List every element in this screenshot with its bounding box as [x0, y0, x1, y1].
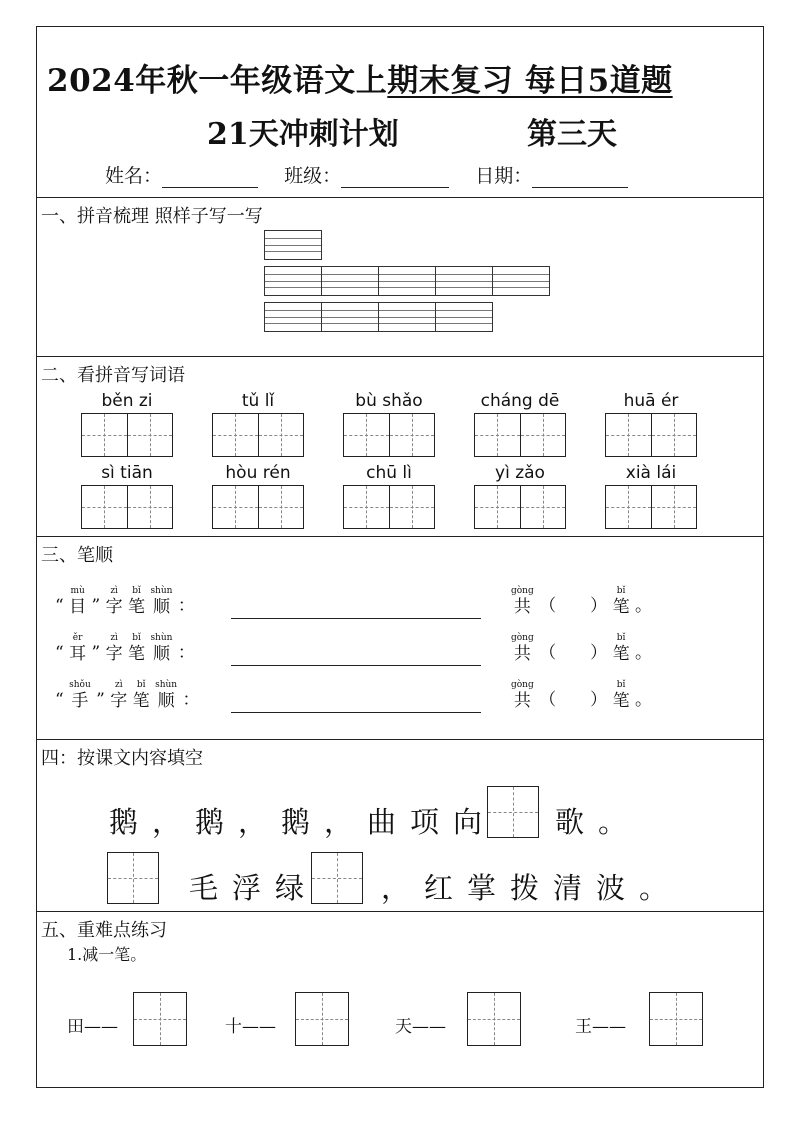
word-boxes[interactable]: [605, 485, 697, 529]
bi-char: bǐ 笔: [612, 633, 630, 664]
word-pinyin: huā ér: [623, 391, 679, 411]
shun-char: shùn 顺: [150, 633, 173, 664]
section-title: 四：按课文内容填空: [41, 748, 203, 769]
word-pinyin: cháng dē: [480, 391, 560, 411]
stroke-count: [511, 587, 652, 616]
answer-box[interactable]: [467, 992, 521, 1046]
name-field[interactable]: [162, 169, 258, 188]
bi-char: bǐ 笔: [132, 680, 150, 711]
word-boxes[interactable]: [343, 485, 435, 529]
word-boxes[interactable]: [212, 485, 304, 529]
section-title: 一、拼音梳理 照样子写一写: [41, 206, 263, 227]
period: 。: [634, 643, 652, 663]
worksheet-title: [47, 55, 673, 100]
word-item: [474, 463, 566, 529]
bi-char: bǐ 笔: [128, 586, 146, 617]
word-pinyin: xià lái: [625, 463, 677, 483]
word-pinyin: chū lì: [366, 463, 412, 483]
paren-open: （: [539, 690, 557, 710]
pinyin-words-section: [37, 357, 763, 537]
word-boxes[interactable]: [343, 413, 435, 457]
pinyin-writing-line[interactable]: [492, 266, 550, 296]
word-item: [81, 463, 173, 529]
plan-title: 21天冲刺计划: [207, 117, 399, 152]
poem-line-2-end: ，红掌拨清波。: [381, 871, 683, 905]
poem-blank-box[interactable]: [487, 786, 539, 838]
word-item: [212, 391, 304, 457]
quote-open: “: [55, 643, 64, 663]
word-item: [605, 463, 697, 529]
pinyin-writing-line[interactable]: [321, 266, 379, 296]
target-char: mù 目: [69, 586, 87, 617]
word-item: [212, 463, 304, 529]
quote-open: “: [55, 690, 64, 710]
stroke-row: [55, 587, 195, 616]
subtract-stroke-item: 王——: [575, 1017, 626, 1037]
subtract-stroke-item: 十——: [225, 1017, 276, 1037]
word-item: [605, 391, 697, 457]
shun-char: shùn 顺: [150, 586, 173, 617]
stroke-count: [511, 634, 652, 663]
class-label: 班级：: [284, 165, 342, 187]
word-boxes[interactable]: [81, 413, 173, 457]
bi-char: bǐ 笔: [612, 586, 630, 617]
stroke-order-section: [37, 537, 763, 740]
bi-char: bǐ 笔: [612, 680, 630, 711]
worksheet: [36, 26, 764, 1088]
poem-line-1-start: 鹅，鹅，鹅，曲项向: [109, 805, 497, 839]
pinyin-writing-line[interactable]: [264, 266, 322, 296]
colon: ：: [177, 596, 195, 616]
section-title: 二、看拼音写词语: [41, 365, 185, 386]
poem-line-1-end: 歌。: [555, 805, 642, 839]
subtract-stroke-item: 田——: [67, 1017, 118, 1037]
gong-char: gòng 共: [511, 633, 534, 664]
pinyin-section: [37, 198, 763, 357]
answer-box[interactable]: [133, 992, 187, 1046]
pinyin-writing-line[interactable]: [321, 302, 379, 332]
quote-close: ”: [96, 690, 105, 710]
stroke-row: [55, 634, 195, 663]
word-pinyin: bù shǎo: [355, 391, 423, 411]
date-field[interactable]: [532, 169, 628, 188]
name-label: 姓名：: [105, 165, 163, 187]
period: 。: [634, 596, 652, 616]
paren-close: ）: [590, 596, 608, 616]
pinyin-writing-line[interactable]: [378, 302, 436, 332]
period: 。: [634, 690, 652, 710]
paren-open: （: [539, 596, 557, 616]
zi-char: zì 字: [105, 586, 123, 617]
pinyin-writing-line[interactable]: [435, 302, 493, 332]
poem-blank-box[interactable]: [311, 852, 363, 904]
word-item: [343, 391, 435, 457]
word-pinyin: tǔ lǐ: [241, 391, 275, 411]
title-underlined: 期末复习 每日5道题: [387, 63, 673, 99]
day-title: 第三天: [527, 117, 617, 152]
word-boxes[interactable]: [474, 413, 566, 457]
word-item: [81, 391, 173, 457]
gong-char: gòng 共: [511, 586, 534, 617]
stroke-order-answer-line[interactable]: [231, 711, 481, 713]
zi-char: zì 字: [110, 680, 128, 711]
quote-open: “: [55, 596, 64, 616]
paren-close: ）: [590, 643, 608, 663]
fill-in-poem-section: [37, 740, 763, 912]
colon: ：: [182, 690, 200, 710]
word-pinyin: běn zi: [101, 391, 153, 411]
poem-blank-box[interactable]: [107, 852, 159, 904]
subtract-stroke-item: 天——: [395, 1017, 446, 1037]
stroke-count: [511, 681, 652, 710]
stroke-row: [55, 681, 200, 710]
date-label: 日期：: [475, 165, 533, 187]
word-boxes[interactable]: [605, 413, 697, 457]
quote-close: ”: [91, 643, 101, 663]
word-boxes[interactable]: [81, 485, 173, 529]
section-title: 三、笔顺: [41, 545, 113, 566]
stroke-order-answer-line[interactable]: [231, 664, 481, 666]
zi-char: zì 字: [105, 633, 123, 664]
poem-line-2-mid: 毛浮绿: [189, 871, 319, 905]
section-title: 五、重难点练习: [41, 920, 167, 941]
paren-close: ）: [590, 690, 608, 710]
pinyin-writing-line[interactable]: [264, 302, 322, 332]
word-pinyin: sì tiān: [101, 463, 153, 483]
answer-box[interactable]: [295, 992, 349, 1046]
word-pinyin: hòu rén: [225, 463, 291, 483]
bi-char: bǐ 笔: [128, 633, 146, 664]
class-field[interactable]: [341, 169, 449, 188]
quote-close: ”: [91, 596, 101, 616]
shun-char: shùn 顺: [155, 680, 178, 711]
pinyin-writing-line[interactable]: [378, 266, 436, 296]
pinyin-writing-line[interactable]: [435, 266, 493, 296]
word-item: [343, 463, 435, 529]
stroke-order-answer-line[interactable]: [231, 617, 481, 619]
answer-box[interactable]: [649, 992, 703, 1046]
paren-open: （: [539, 643, 557, 663]
pinyin-writing-line[interactable]: [264, 230, 322, 260]
title-plain: 2024年秋一年级语文上: [47, 63, 388, 99]
target-char: ěr 耳: [69, 633, 87, 664]
header-section: [37, 27, 763, 198]
word-boxes[interactable]: [212, 413, 304, 457]
subtask-label: 1.减一笔。: [67, 945, 147, 964]
gong-char: gòng 共: [511, 680, 534, 711]
target-char: shǒu 手: [69, 680, 91, 711]
word-pinyin: yì zǎo: [495, 463, 545, 483]
colon: ：: [177, 643, 195, 663]
word-boxes[interactable]: [474, 485, 566, 529]
key-points-section: [37, 912, 763, 1089]
student-info: [105, 161, 628, 188]
word-item: [474, 391, 566, 457]
